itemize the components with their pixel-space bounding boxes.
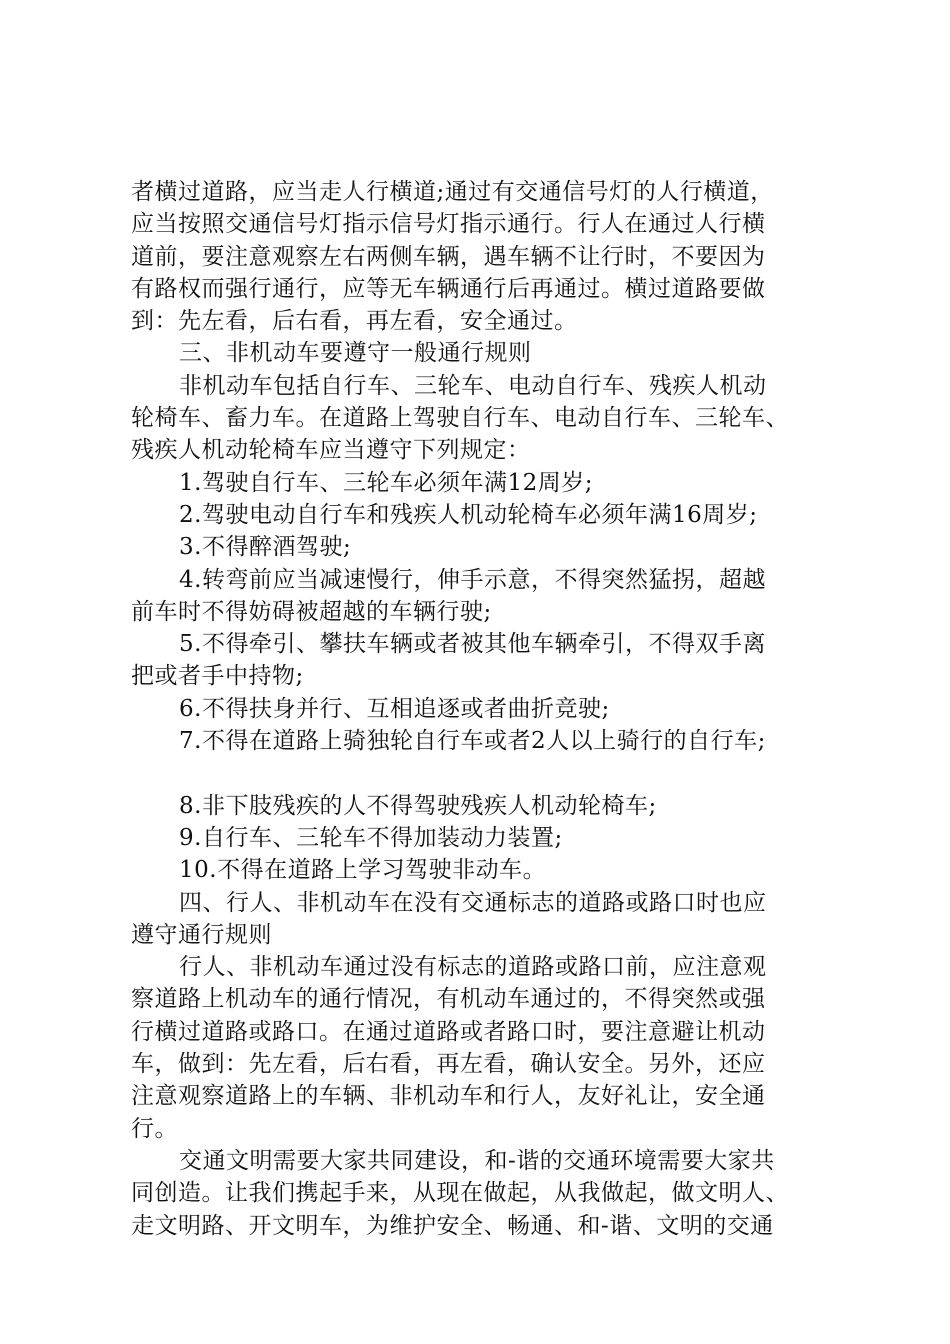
rule-item-10: 10.不得在道路上学习驾驶非动车。: [179, 857, 547, 884]
text-line: 行人、非机动车通过没有标志的道路或路口前，应注意观: [179, 954, 767, 981]
section-heading-4: 四、行人、非机动车在没有交通标志的道路或路口时也应: [179, 889, 767, 916]
section-heading-3: 三、非机动车要遵守一般通行规则: [179, 340, 532, 367]
document-body: [131, 176, 831, 1242]
text-line: 行。: [131, 1115, 178, 1142]
text-line: 者横过道路，应当走人行横道;通过有交通信号灯的人行横道，: [131, 179, 774, 205]
rule-item-4: 4.转弯前应当减速慢行，伸手示意，不得突然猛拐，超越: [179, 566, 766, 593]
text-line: 遵守通行规则: [131, 921, 272, 948]
rule-item-2: 2.驾驶电动自行车和残疾人机动轮椅车必须年满16周岁;: [179, 501, 758, 528]
text-line: 前车时不得妨碍被超越的车辆行驶;: [131, 598, 492, 625]
text-line: 非机动车包括自行车、三轮车、电动自行车、残疾人机动: [179, 372, 767, 399]
rule-item-1: 1.驾驶自行车、三轮车必须年满12周岁;: [179, 469, 593, 496]
text-line: 有路权而强行通行，应等无车辆通行后再通过。横过道路要做: [131, 275, 766, 302]
text-line: 行横过道路或路口。在通过道路或者路口时，要注意避让机动: [131, 1018, 766, 1045]
text-line: 注意观察道路上的车辆、非机动车和行人，友好礼让，安全通: [131, 1083, 766, 1110]
text-line: 交通文明需要大家共同建设，和-谐的交通环境需要大家共: [179, 1147, 775, 1174]
rule-item-7: 7.不得在道路上骑独轮自行车或者2人以上骑行的自行车;: [179, 728, 766, 755]
text-line: 把或者手中持物;: [131, 663, 304, 690]
text-line: 车，做到：先左看，后右看，再左看，确认安全。另外，还应: [131, 1051, 766, 1078]
rule-item-6: 6.不得扶身并行、互相追逐或者曲折竞驶;: [179, 695, 610, 722]
text-line: 残疾人机动轮椅车应当遵守下列规定：: [131, 437, 531, 464]
text-line: 走文明路、开文明车，为维护安全、畅通、和-谐、文明的交通: [131, 1212, 774, 1239]
rule-item-3: 3.不得醉酒驾驶;: [179, 534, 352, 561]
text-line: 应当按照交通信号灯指示信号灯指示通行。行人在通过人行横: [131, 211, 766, 238]
text-line: 轮椅车、畜力车。在道路上驾驶自行车、电动自行车、三轮车、: [131, 405, 789, 432]
text-line: 同创造。让我们携起手来，从现在做起，从我做起，做文明人、: [131, 1180, 789, 1207]
text-line: 察道路上机动车的通行情况，有机动车通过的，不得突然或强: [131, 986, 766, 1013]
text-line: 到：先左看，后右看，再左看，安全通过。: [131, 308, 578, 335]
rule-item-8: 8.非下肢残疾的人不得驾驶残疾人机动轮椅车;: [179, 792, 657, 819]
rule-item-5: 5.不得牵引、攀扶车辆或者被其他车辆牵引，不得双手离: [179, 631, 766, 658]
blank-line: [131, 757, 831, 789]
text-line: 道前，要注意观察左右两侧车辆，遇车辆不让行时，不要因为: [131, 243, 766, 270]
rule-item-9: 9.自行车、三轮车不得加装动力装置;: [179, 824, 563, 851]
